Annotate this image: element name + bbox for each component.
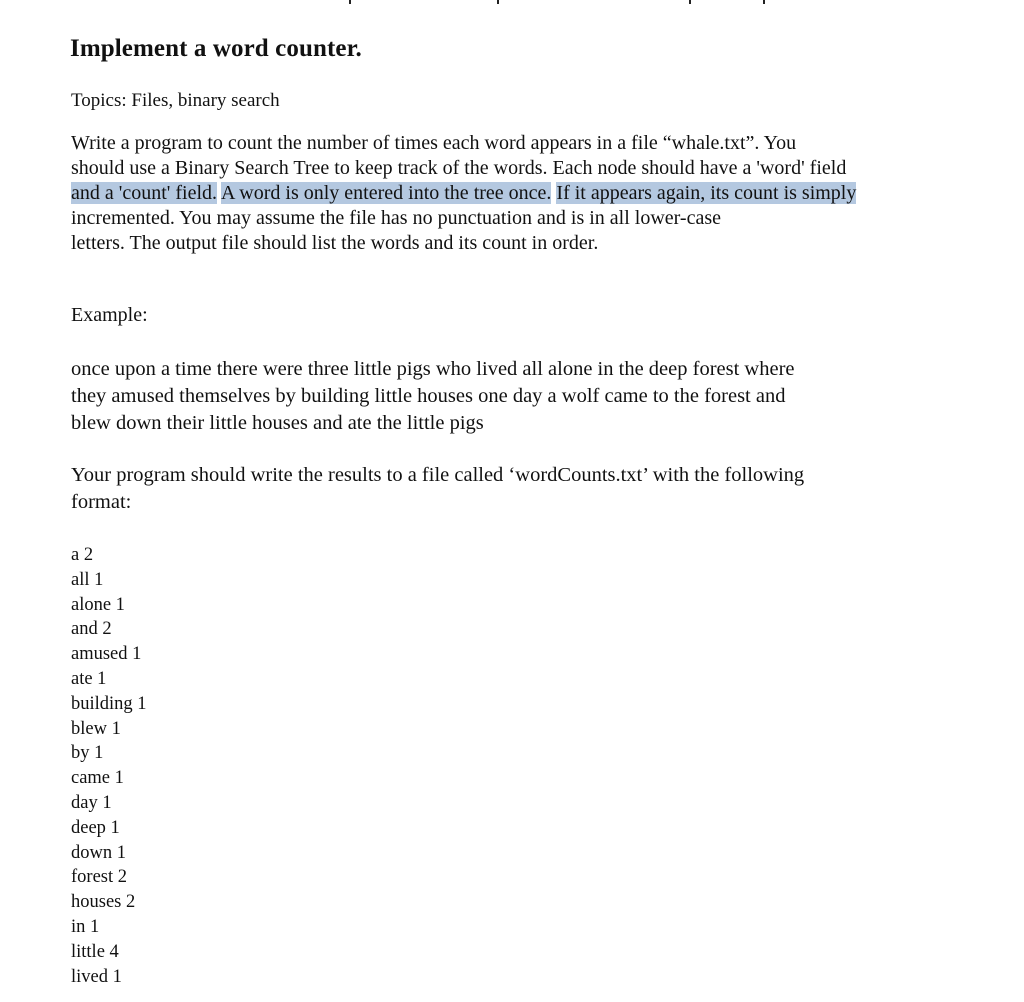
instruction-line-1: Your program should write the results to a file called ‘wordCounts.txt’ with the following bbox=[71, 464, 805, 486]
instructions-paragraph bbox=[71, 131, 961, 256]
word-count-item: by 1 bbox=[71, 743, 104, 764]
selected-text-1[interactable]: and a 'count' field. bbox=[71, 182, 218, 204]
word-count-item: building 1 bbox=[71, 693, 147, 714]
instruction-line-2: format: bbox=[71, 491, 132, 513]
selected-text-3[interactable]: If it appears again, its count is simply bbox=[556, 182, 857, 204]
word-count-item: and 2 bbox=[71, 619, 112, 640]
sample-line-2: they amused themselves by building little houses one day a wolf came to the forest and bbox=[71, 385, 786, 407]
word-count-item: forest 2 bbox=[71, 867, 127, 888]
paragraph-line-4: incremented. You may assume the file has no punctuation and is in all lower-case bbox=[71, 207, 721, 229]
clipped-top-text bbox=[0, 0, 1024, 6]
selected-text-2[interactable]: A word is only entered into the tree once. bbox=[220, 182, 552, 204]
word-count-item: blew 1 bbox=[71, 718, 121, 739]
sample-line-1: once upon a time there were three little pigs who lived all alone in the deep forest where bbox=[71, 358, 795, 380]
word-count-item: came 1 bbox=[71, 768, 124, 789]
word-count-list bbox=[71, 543, 147, 989]
word-count-item: little 4 bbox=[71, 941, 119, 962]
word-count-item: down 1 bbox=[71, 842, 126, 863]
page-title: Implement a word counter. bbox=[70, 35, 362, 62]
word-count-item: ate 1 bbox=[71, 668, 107, 689]
paragraph-line-2: should use a Binary Search Tree to keep track of the words. Each node should have a 'word' field bbox=[71, 157, 847, 179]
example-label: Example: bbox=[71, 304, 148, 326]
paragraph-line-3 bbox=[71, 181, 961, 206]
word-count-item: all 1 bbox=[71, 569, 104, 590]
paragraph-line-5: letters. The output file should list the words and its count in order. bbox=[71, 232, 599, 254]
sample-line-3: blew down their little houses and ate the little pigs bbox=[71, 412, 484, 434]
word-count-item: deep 1 bbox=[71, 817, 120, 838]
word-count-item: lived 1 bbox=[71, 966, 122, 987]
output-instruction bbox=[71, 462, 971, 516]
word-count-item: houses 2 bbox=[71, 892, 136, 913]
paragraph-line-1: Write a program to count the number of times each word appears in a file “whale.txt”. You bbox=[71, 132, 797, 154]
word-count-item: a 2 bbox=[71, 545, 94, 565]
example-sample-text bbox=[71, 356, 971, 437]
word-count-item: alone 1 bbox=[71, 594, 125, 615]
topics-line: Topics: Files, binary search bbox=[71, 90, 280, 111]
word-count-item: day 1 bbox=[71, 792, 112, 813]
word-count-item: amused 1 bbox=[71, 644, 142, 665]
word-count-item: in 1 bbox=[71, 916, 100, 937]
